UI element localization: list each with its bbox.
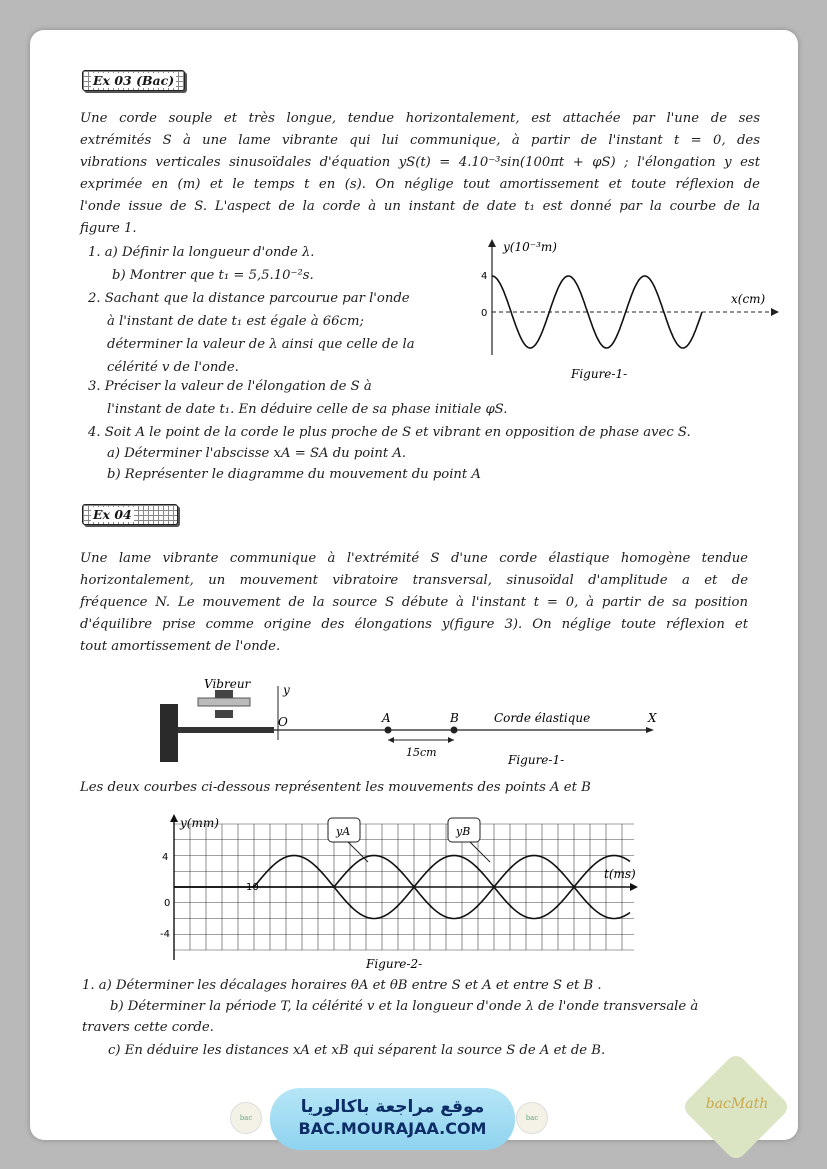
ex3-intro-line-5: l'onde issue de S. L'aspect de la corde à un instant de date t₁ est donné par la courbe de la [80,199,760,214]
fig1-y-label: y(10⁻³m) [503,240,557,254]
ex3-q1b: b) Montrer que t₁ = 5,5.10⁻²s. [112,268,314,283]
ex4-curves-sentence: Les deux courbes ci-dessous représentent les mouvements des points A et B [80,780,591,795]
ex3-intro-line-2: extrémités S à une lame vibrante qui lui communique, à partir de l'instant t = 0, des [80,133,760,148]
setup-caption: Figure-1- [508,753,565,767]
ex3-intro-line-1: Une corde souple et très longue, tendue horizontalement, est attachée par l'une de ses [80,111,760,126]
footer-arabic-title: موقع مراجعة باكالوريا [300,1097,485,1117]
bacmath-logo-text: bacMath [705,1096,769,1112]
ex3-q2-line-1: 2. Sachant que la distance parcourue par l'onde [88,291,410,306]
ex4-intro-line-1: Une lame vibrante communique à l'extrémité S d'une corde élastique homogène tendue [80,551,748,566]
x-axis-arrow [646,727,654,733]
fig2-tick-4: 4 [162,852,169,863]
ex3-q3-line-2: l'instant de date t₁. En déduire celle de sa phase initiale φS. [107,402,508,417]
setup-x-label: X [648,711,657,725]
footer-logo-left: bac [230,1102,262,1134]
vibrator-top [215,690,233,698]
distance-label: 15cm [406,746,437,759]
ex4-q1b-line-1: b) Déterminer la période T, la célérité v et la longueur d'onde λ de l'onde transversale à [110,999,699,1014]
ex4-intro-line-2: horizontalement, un mouvement vibratoire transversal, sinusoïdal d'amplitude a et de [80,573,748,588]
exercise-4-title: Ex 04 [82,504,178,525]
fig1-caption: Figure-1- [571,367,628,381]
ex4-intro-line-4: d'équilibre prise comme origine des élongations y(figure 3). On néglige toute réflexion et [80,617,748,632]
fig1-y-arrow [488,239,496,247]
ex4-setup-figure [150,672,670,772]
ex4-figure-2 [150,810,650,980]
ex3-figure-1 [455,235,785,385]
ex4-q1b-line-2: travers cette corde. [82,1020,214,1035]
ex3-intro-line-3: vibrations verticales sinusoïdales d'équation yS(t) = 4.10⁻³sin(100πt + φS) ; l'élongation y est [80,155,760,170]
fig2-y-arrow [170,814,178,822]
ex4-intro-line-3: fréquence N. Le mouvement de la source S débute à l'instant t = 0, à partir de sa position [80,595,748,610]
label-pointer-yb [470,842,490,862]
distance-arrow-right [448,737,454,743]
vibrator-bottom [215,710,233,718]
label-ya: yA [336,825,351,838]
fig1-x-arrow [771,308,779,316]
ex4-q1a: 1. a) Déterminer les décalages horaires θA et θB entre S et A et entre S et B . [82,978,602,993]
distance-arrow-left [388,737,394,743]
ex3-q2-line-2: à l'instant de date t₁ est égale à 66cm; [107,314,364,329]
origin-label: O [278,715,288,729]
fig1-x-label: x(cm) [731,292,766,306]
point-b [451,727,458,734]
fig2-tick-0: 0 [164,898,171,909]
fig2-y-label: y(mm) [180,816,219,830]
fig2-tick-m4: -4 [160,929,170,940]
point-b-label: B [450,711,459,725]
setup-y-label: y [283,683,290,697]
ex3-intro-line-4: exprimée en (m) et le temps t en (s). On néglige tout amortissement et toute réflexion de [80,177,760,192]
exercise-3-title: Ex 03 (Bac) [82,70,185,91]
footer-logo-right: bac [516,1102,548,1134]
fig2-t-arrow [630,883,638,891]
ex3-q3-line-1: 3. Préciser la valeur de l'élongation de S à [88,379,372,394]
fig1-tick-0: 0 [481,308,488,319]
corde-label: Corde élastique [494,711,591,725]
point-a [385,727,392,734]
ex3-q2-line-3: déterminer la valeur de λ ainsi que celle de la [107,337,415,352]
vibreur-label: Vibreur [204,677,251,691]
ex4-q1c: c) En déduire les distances xA et xB qui séparent la source S de A et de B. [108,1043,606,1058]
vibrating-blade [178,727,274,733]
ex3-q2-line-4: célérité v de l'onde. [107,360,239,375]
ex3-q4: 4. Soit A le point de la corde le plus proche de S et vibrant en opposition de phase avec S. [88,425,691,440]
ex3-q4a: a) Déterminer l'abscisse xA = SA du point A. [107,446,407,461]
ex3-q4b: b) Représenter le diagramme du mouvement du point A [107,467,481,482]
wall-block [160,704,178,762]
fig2-tick-10: 10 [246,882,259,893]
label-yb: yB [456,825,471,838]
ex4-intro-line-5: tout amortissement de l'onde. [80,639,281,654]
fig2-t-label: t(ms) [604,867,636,881]
vibrator-body [198,698,250,706]
fig1-tick-4: 4 [481,271,488,282]
fig2-caption: Figure-2- [366,957,423,971]
ex3-q1a: 1. a) Définir la longueur d'onde λ. [88,245,315,260]
footer-site-banner[interactable] [270,1088,515,1150]
footer-url[interactable]: BAC.MOURAJAA.COM [298,1119,487,1138]
ex3-intro-line-6: figure 1. [80,221,137,236]
point-a-label: A [382,711,391,725]
label-pointer-ya [348,842,368,862]
